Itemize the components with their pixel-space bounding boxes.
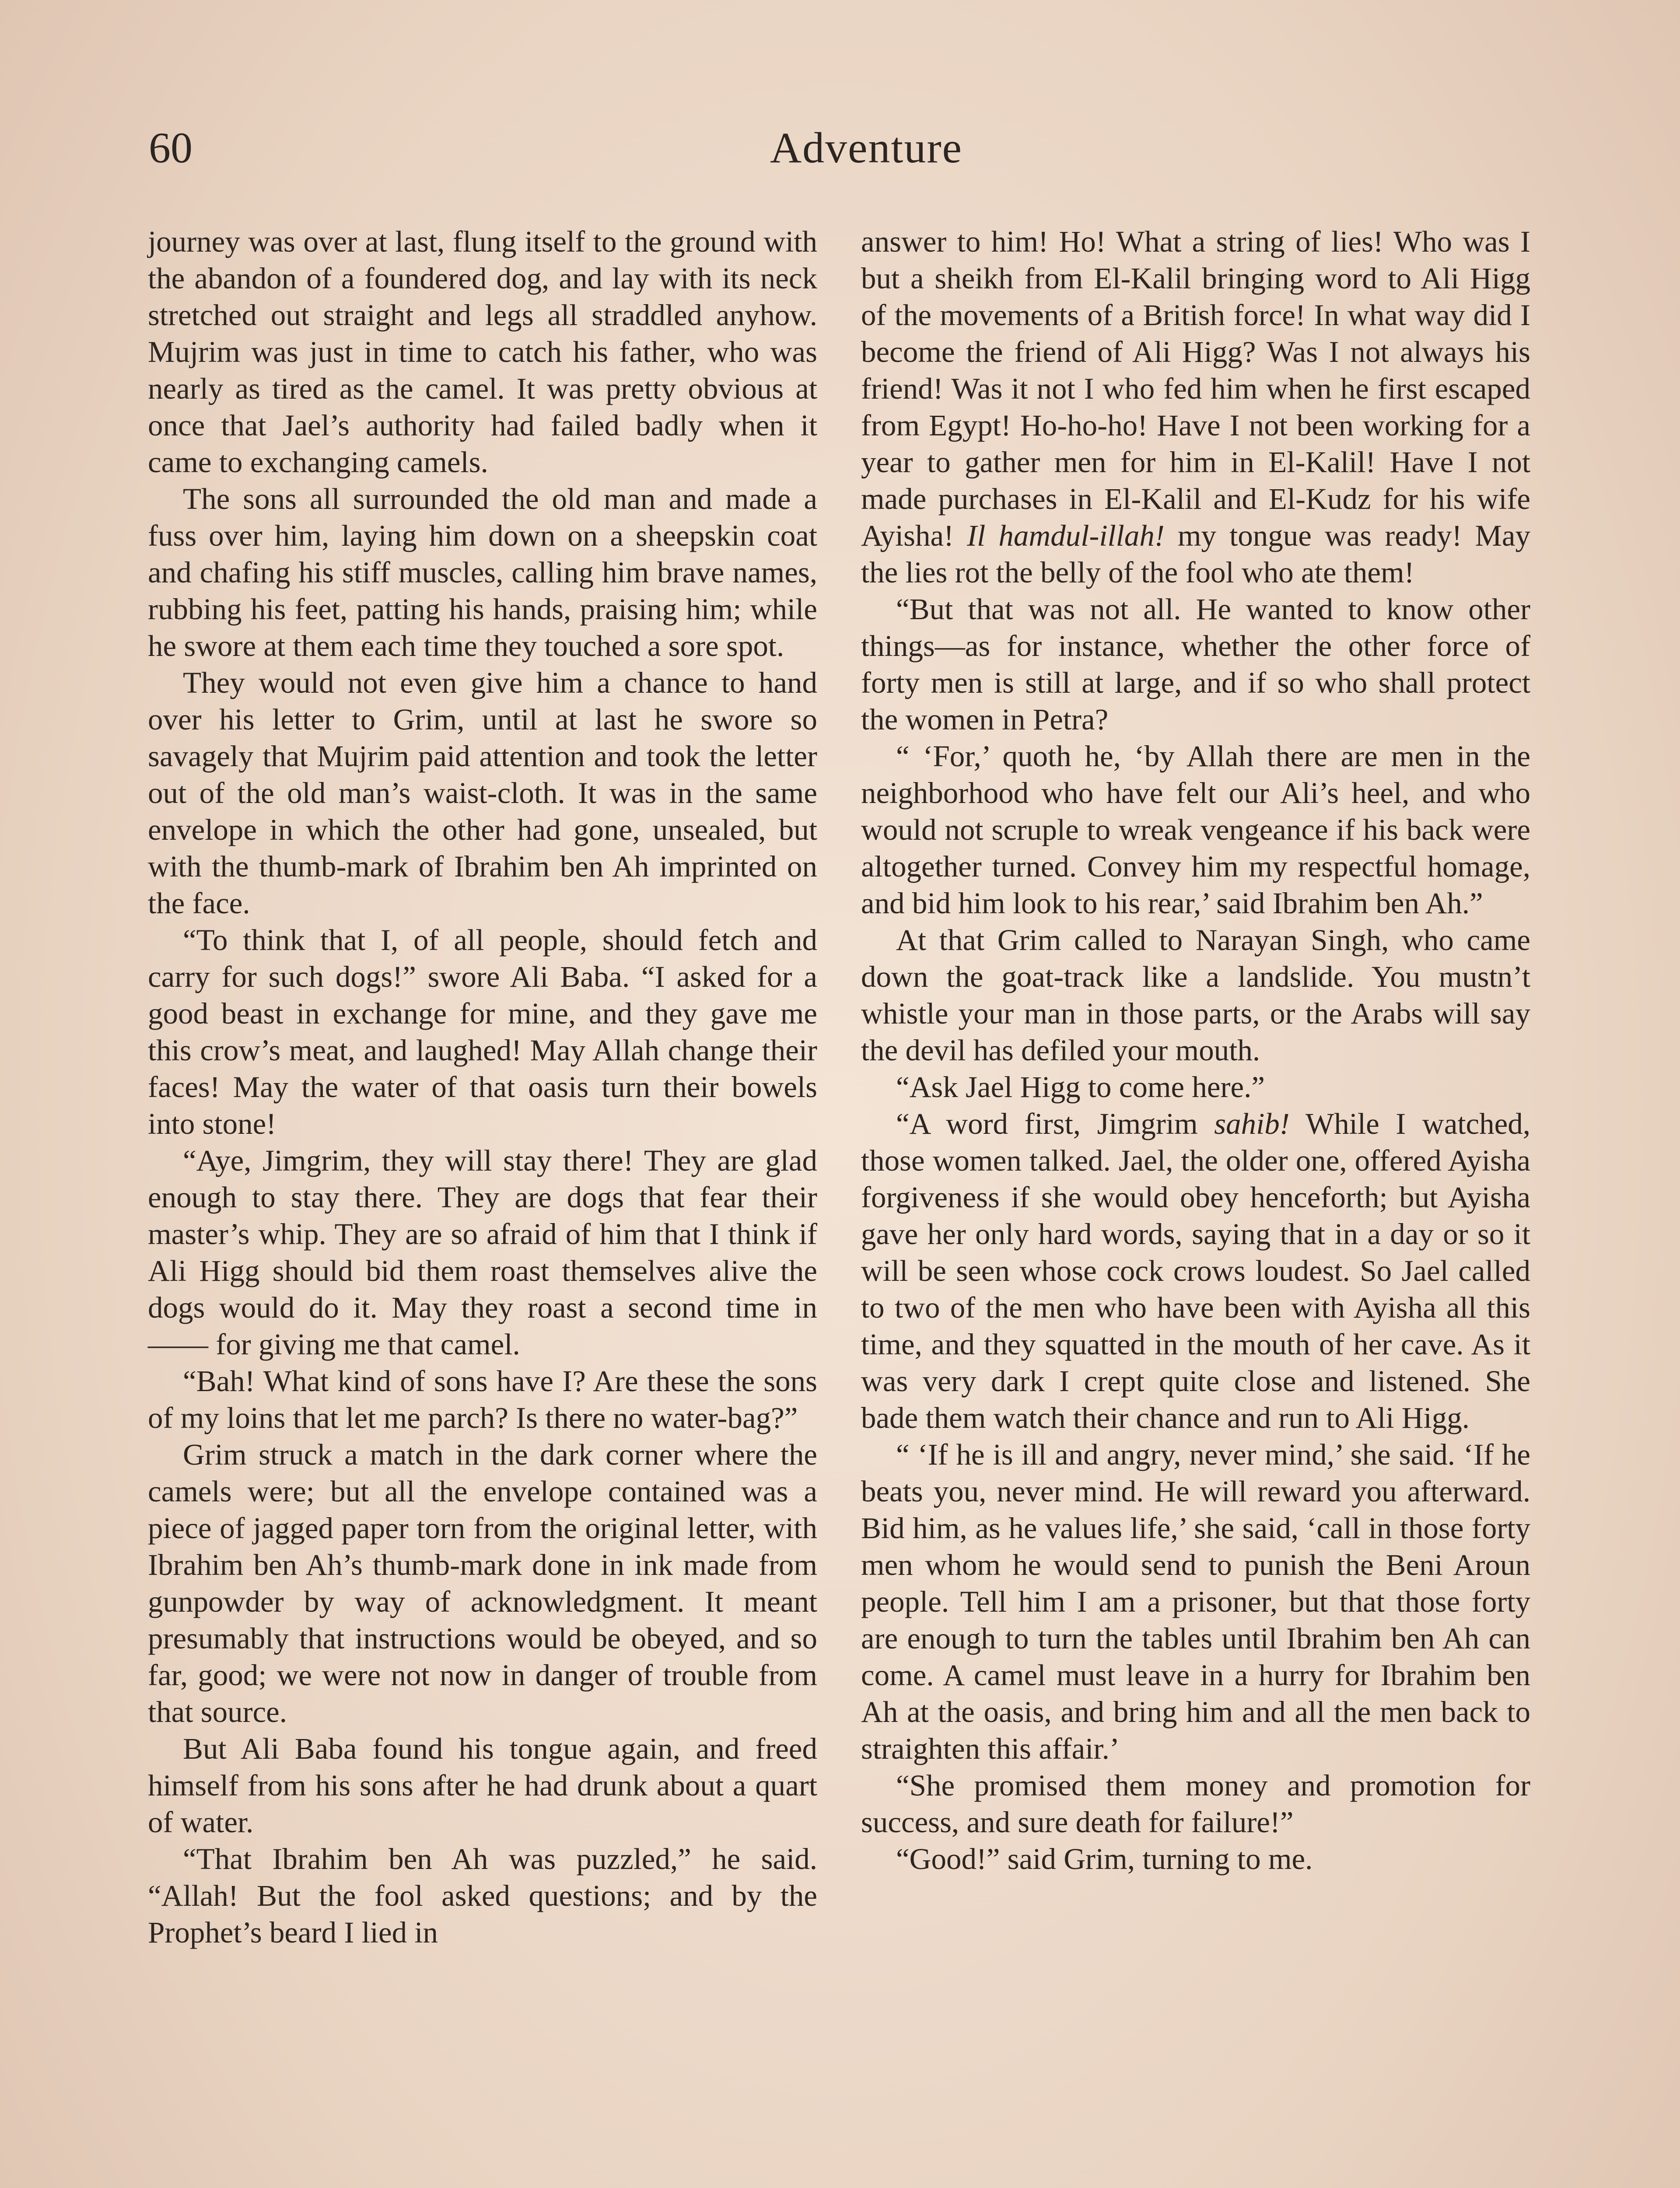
italic-phrase: Il hamdul-illah! xyxy=(967,519,1165,552)
page-header xyxy=(0,0,1680,184)
paragraph: They would not even give him a chance to hand over his letter to Grim, until at last he swore so savagely that Mujrim paid attention and took the letter out of the old man’s waist-cloth. It was in the same envelope in which the other had gone, unsealed, but with the thumb-mark of Ibrahim ben Ah imprinted on the face. xyxy=(148,666,817,920)
paragraph: But Ali Baba found his tongue again, and freed himself from his sons after he had drunk about a quart of water. xyxy=(148,1732,817,1839)
right-column xyxy=(861,223,1530,1877)
left-column xyxy=(148,223,817,1951)
paragraph-text: my tongue was ready! May the lies rot the belly of the fool who ate them! xyxy=(861,519,1530,589)
paragraph: “Aye, Jimgrim, they will stay there! They are glad enough to stay there. They are dogs that fear their master’s whip. They are so afraid of him that I think if Ali Higg should bid them roast themselves alive the dogs would do it. May they roast a second time in —— for giving me that camel. xyxy=(148,1144,817,1361)
paragraph: “Bah! What kind of sons have I? Are these the sons of my loins that let me parch? Is there no water-bag?” xyxy=(148,1364,817,1434)
paragraph: Grim struck a match in the dark corner where the camels were; but all the envelope contained was a piece of jagged paper torn from the original letter, with Ibrahim ben Ah’s thumb-mark done in ink made from gunpowder by way of acknowledgment. It meant presumably that instructions would be obeyed, and so far, good; we were not now in danger of trouble from that source. xyxy=(148,1438,817,1729)
paragraph: “ ‘If he is ill and angry, never mind,’ she said. ‘If he beats you, never mind. He will reward you afterward. Bid him, as he values life,’ she said, ‘call in those forty men whom he would send to punish the Beni Aroun people. Tell him I am a prisoner, but that those forty are enough to turn the tables until Ibrahim ben Ah can come. A camel must leave in a hurry for Ibrahim ben Ah at the oasis, and bring him and all the men back to straighten this affair.’ xyxy=(861,1438,1530,1765)
paragraph-text: While I watched, those women talked. Jael, the older one, offered Ayisha forgiveness if she would obey henceforth; but Ayisha gave her only hard words, saying that in a day or so it will be seen whose cock crows loudest. So Jael called to two of the men who have been with Ayisha all this time, and they squatted in the mouth of her cave. As it was very dark I crept quite close and listened. She bade them watch their chance and run to Ali Higg. xyxy=(861,1107,1530,1434)
paragraph: “Ask Jael Higg to come here.” xyxy=(896,1070,1265,1104)
paragraph-text: “A word first, Jimgrim xyxy=(896,1107,1214,1140)
running-title: Adventure xyxy=(770,123,963,172)
paragraph: The sons all surrounded the old man and made a fuss over him, laying him down on a sheepskin coat and chafing his stiff muscles, calling him brave names, rubbing his feet, patting his hands, praising him; while he swore at them each time they touched a sore spot. xyxy=(148,482,817,663)
paragraph xyxy=(861,1105,1530,1436)
paragraph: journey was over at last, flung itself to the ground with the abandon of a foundered dog, and lay with its neck stretched out straight and legs all straddled anyhow. Mujrim was just in time to catch his father, who was nearly as tired as the camel. It was pretty obvious at once that Jael’s authority had failed badly when it came to exchanging camels. xyxy=(148,225,817,479)
paragraph: “ ‘For,’ quoth he, ‘by Allah there are men in the neighborhood who have felt our Ali’s heel, and who would not scruple to wreak vengeance if his back were altogether turned. Convey him my respectful homage, and bid him look to his rear,’ said Ibrahim ben Ah.” xyxy=(861,740,1530,920)
paragraph: “To think that I, of all people, should fetch and carry for such dogs!” swore Ali Baba. “I asked for a good beast in exchange for mine, and they gave me this crow’s meat, and laughed! May Allah change their faces! May the water of that oasis turn their bowels into stone! xyxy=(148,923,817,1140)
paragraph: At that Grim called to Narayan Singh, who came down the goat-track like a landslide. You mustn’t whistle your man in those parts, or the Arabs will say the devil has defiled your mouth. xyxy=(861,923,1530,1067)
page-number: 60 xyxy=(149,123,192,172)
paragraph: “But that was not all. He wanted to know other things—as for instance, whether the other force of forty men is still at large, and if so who shall protect the women in Petra? xyxy=(861,593,1530,736)
paragraph: “Good!” said Grim, turning to me. xyxy=(896,1842,1313,1876)
paragraph: “That Ibrahim ben Ah was puzzled,” he said. “Allah! But the fool asked questions; and by the Prophet’s beard I lied in xyxy=(148,1842,817,1949)
paragraph-text: answer to him! Ho! What a string of lies! Who was I but a sheikh from El-Kalil bringing word to Ali Higg of the movements of a British force! In what way did I become the friend of Ali Higg? Was I not always his friend! Was it not I who fed him when he first escaped from Egypt! Ho-ho-ho! Have I not been working for a year to gather men for him in El-Kalil! Have I not made purchases in El-Kalil and El-Kudz for his wife Ayisha! xyxy=(861,225,1530,552)
paragraph: “She promised them money and promotion for success, and sure death for failure!” xyxy=(861,1769,1530,1839)
italic-phrase: sahib! xyxy=(1214,1107,1290,1140)
paragraph xyxy=(861,223,1530,591)
